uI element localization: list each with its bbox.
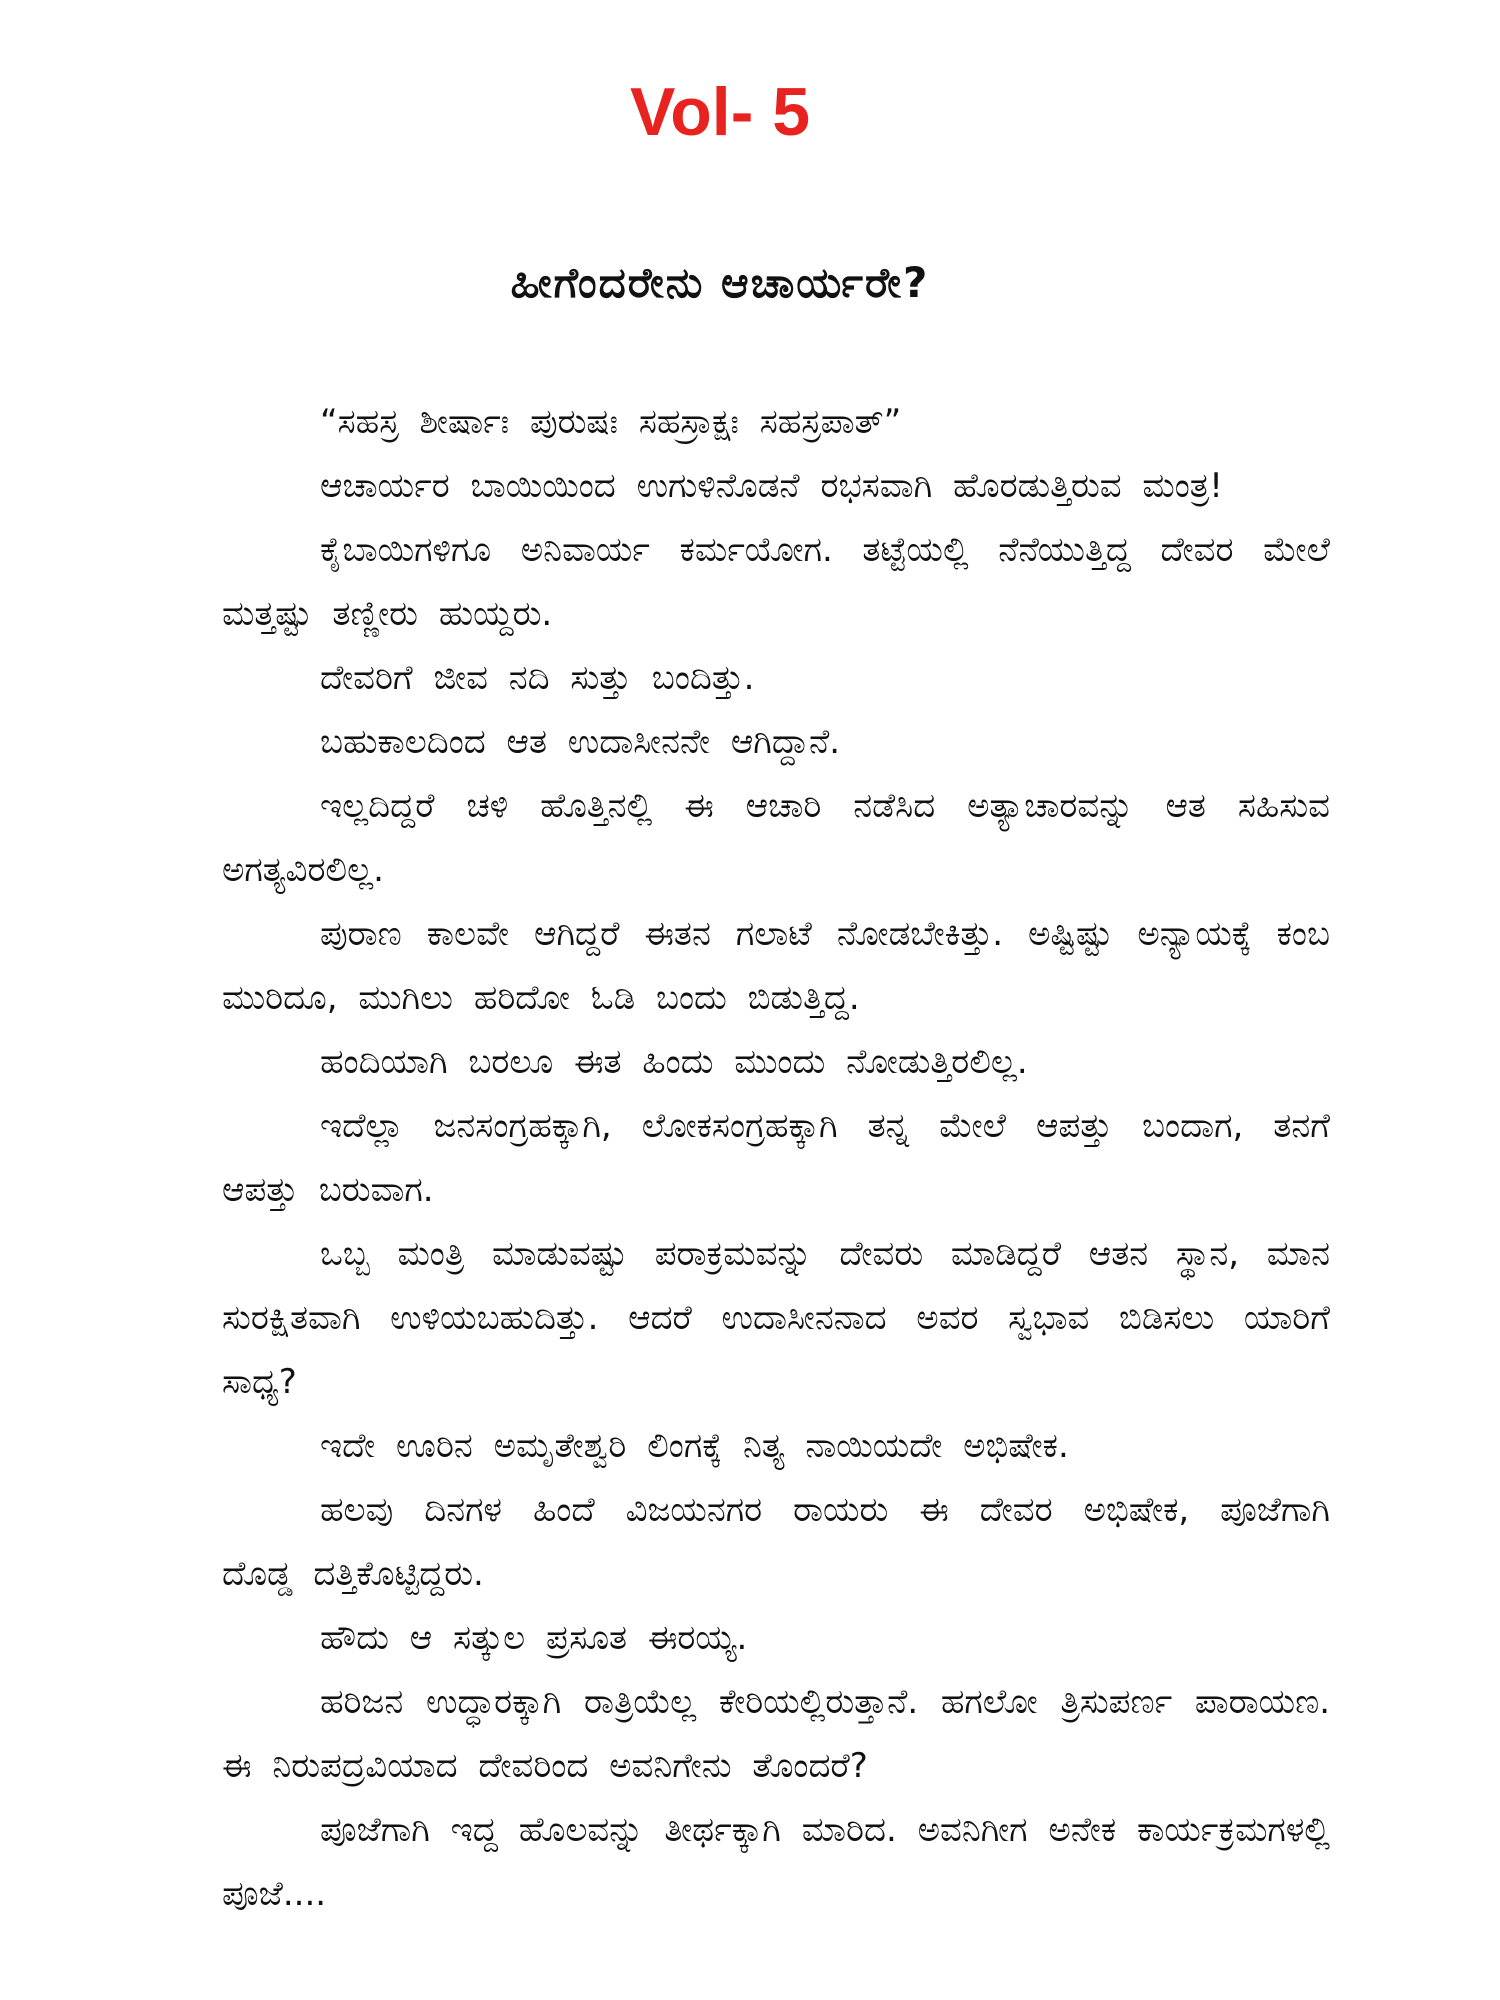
paragraph: ಪೂಜೆಗಾಗಿ ಇದ್ದ ಹೊಲವನ್ನು ತೀರ್ಥಕ್ಕಾಗಿ ಮಾರಿದ. ಅವನಿಗೀಗ ಅನೇಕ ಕಾರ್ಯಕ್ರಮಗಳಲ್ಲಿ ಪೂಜೆ.... xyxy=(222,1810,1330,1914)
paragraph: ಹೌದು ಆ ಸತ್ಕುಲ ಪ್ರಸೂತ ಈರಯ್ಯ. xyxy=(320,1618,748,1658)
paragraph: ಹಂದಿಯಾಗಿ ಬರಲೂ ಈತ ಹಿಂದು ಮುಂದು ನೋಡುತ್ತಿರಲಿಲ್ಲ. xyxy=(320,1042,1028,1082)
volume-label: Vol- 5 xyxy=(629,74,811,150)
paragraph: ಹರಿಜನ ಉದ್ಧಾರಕ್ಕಾಗಿ ರಾತ್ರಿಯೆಲ್ಲ ಕೇರಿಯಲ್ಲಿರುತ್ತಾನೆ. ಹಗಲೋ ತ್ರಿಸುಪರ್ಣ ಪಾರಾಯಣ. ಈ ನಿರುಪದ್ರವಿಯಾದ ದೇವರಿಂದ ಅವನಿಗೇನು ತೊಂದರೆ? xyxy=(222,1682,1330,1786)
paragraph: ಇದೆಲ್ಲಾ ಜನಸಂಗ್ರಹಕ್ಕಾಗಿ, ಲೋಕಸಂಗ್ರಹಕ್ಕಾಗಿ ತನ್ನ ಮೇಲೆ ಆಪತ್ತು ಬಂದಾಗ, ತನಗೆ ಆಪತ್ತು ಬರುವಾಗ. xyxy=(222,1106,1330,1210)
paragraph: ಒಬ್ಬ ಮಂತ್ರಿ ಮಾಡುವಷ್ಟು ಪರಾಕ್ರಮವನ್ನು ದೇವರು ಮಾಡಿದ್ದರೆ ಆತನ ಸ್ಥಾನ, ಮಾನ ಸುರಕ್ಷಿತವಾಗಿ ಉಳಿಯಬಹುದಿತ್ತು. ಆದರೆ ಉದಾಸೀನನಾದ ಅವರ ಸ್ವಭಾವ ಬಿಡಿಸಲು ಯಾರಿಗೆ ಸಾಧ್ಯ? xyxy=(222,1234,1330,1402)
paragraph: ಇಲ್ಲದಿದ್ದರೆ ಚಳಿ ಹೊತ್ತಿನಲ್ಲಿ ಈ ಆಚಾರಿ ನಡೆಸಿದ ಅತ್ಯಾಚಾರವನ್ನು ಆತ ಸಹಿಸುವ ಅಗತ್ಯವಿರಲಿಲ್ಲ. xyxy=(222,786,1330,890)
paragraph: “ಸಹಸ್ರ ಶೀರ್ಷಾಃ ಪುರುಷಃ ಸಹಸ್ರಾಕ್ಷಃ ಸಹಸ್ರಪಾತ್” xyxy=(320,402,902,442)
paragraph: ಆಚಾರ್ಯರ ಬಾಯಿಯಿಂದ ಉಗುಳಿನೊಡನೆ ರಭಸವಾಗಿ ಹೊರಡುತ್ತಿರುವ ಮಂತ್ರ! xyxy=(320,466,1223,506)
paragraph: ಕೈಬಾಯಿಗಳಿಗೂ ಅನಿವಾರ್ಯ ಕರ್ಮಯೋಗ. ತಟ್ಟೆಯಲ್ಲಿ ನೆನೆಯುತ್ತಿದ್ದ ದೇವರ ಮೇಲೆ ಮತ್ತಷ್ಟು ತಣ್ಣೀರು ಹುಯ್ದರು. xyxy=(222,530,1330,634)
paragraph: ಪುರಾಣ ಕಾಲವೇ ಆಗಿದ್ದರೆ ಈತನ ಗಲಾಟೆ ನೋಡಬೇಕಿತ್ತು. ಅಷ್ಟಿಷ್ಟು ಅನ್ಯಾಯಕ್ಕೆ ಕಂಬ ಮುರಿದೂ, ಮುಗಿಲು ಹರಿದೋ ಓಡಿ ಬಂದು ಬಿಡುತ್ತಿದ್ದ. xyxy=(222,914,1330,1018)
paragraph: ಹಲವು ದಿನಗಳ ಹಿಂದೆ ವಿಜಯನಗರ ರಾಯರು ಈ ದೇವರ ಅಭಿಷೇಕ, ಪೂಜೆಗಾಗಿ ದೊಡ್ಡ ದತ್ತಿಕೊಟ್ಟಿದ್ದರು. xyxy=(222,1490,1330,1594)
chapter-title: ಹೀಗೆಂದರೇನು ಆಚಾರ್ಯರೇ? xyxy=(510,258,930,307)
paragraph: ಬಹುಕಾಲದಿಂದ ಆತ ಉದಾಸೀನನೇ ಆಗಿದ್ದಾನೆ. xyxy=(320,722,841,762)
body-text xyxy=(222,390,1330,1926)
paragraph: ಇದೇ ಊರಿನ ಅಮೃತೇಶ್ವರಿ ಲಿಂಗಕ್ಕೆ ನಿತ್ಯ ನಾಯಿಯದೇ ಅಭಿಷೇಕ. xyxy=(320,1426,1069,1466)
paragraph: ದೇವರಿಗೆ ಜೀವ ನದಿ ಸುತ್ತು ಬಂದಿತ್ತು. xyxy=(320,658,755,698)
